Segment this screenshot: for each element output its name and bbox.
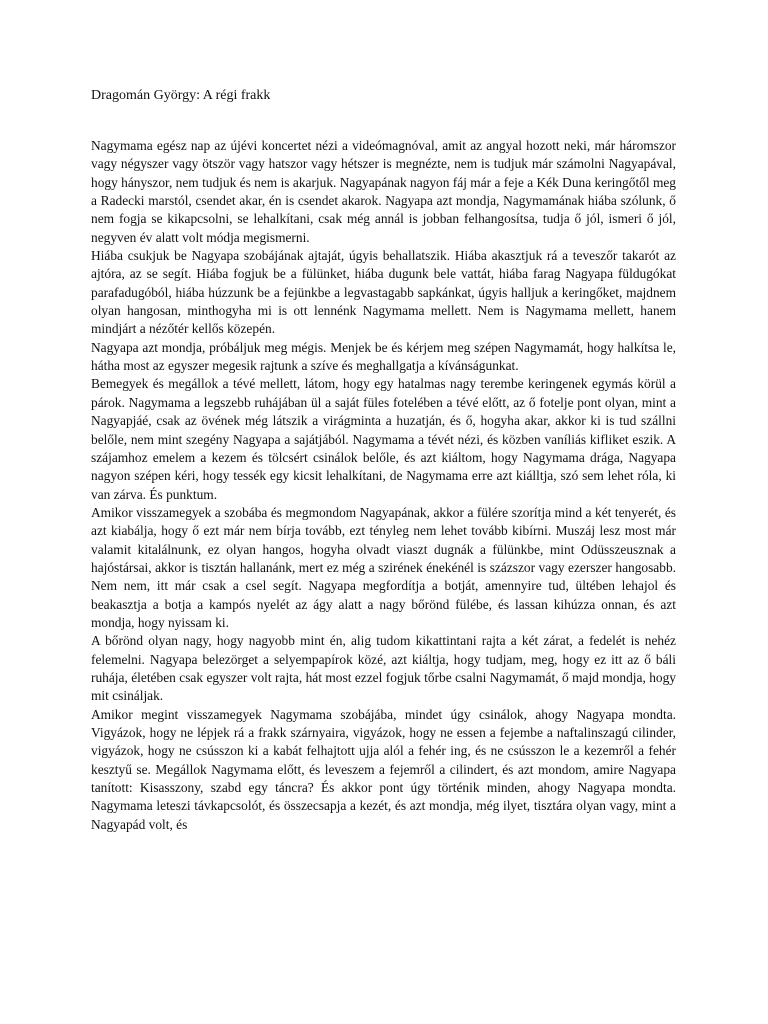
- paragraph-4: Bemegyek és megállok a tévé mellett, látom, hogy egy hatalmas nagy terembe keringenek egymás körül a párok. Nagymama a legszebb ruhájában ül a saját füles fotelében a tévé előtt, az ő fotelje pont olyan, mint a Nagyapjáé, csak az övének még látszik a virágminta a huzatján, és ő, hogyha akar, akkor ki is tud szállni belőle, nem mint szegény Nagyapa a sajátjából. Nagymama a tévét nézi, és közben vaníliás kifliket eszik. A szájamhoz emelem a kezem és tölcsért csinálok belőle, és azt kiáltom, hogy Nagymama drága, Nagyapa nagyon szépen kéri, hogy tessék egy kicsit lehalkítani, de Nagymama erre azt kiálltja, szó sem lehet róla, ki van zárva. És punktum.: [91, 376, 676, 502]
- paragraph-5: Amikor visszamegyek a szobába és megmondom Nagyapának, akkor a fülére szorítja mind a két tenyerét, és azt kiabálja, hogy ő ezt már nem bírja tovább, ezt tényleg nem lehet tovább kibírni. Muszáj lesz most már valamit kitalálnunk, ez olyan hangos, hogyha olvadt viaszt dugnák a fülünkbe, mint Odüsszeusznak a hajóstársai, akkor is tisztán hallanánk, mert ez még a szirének énekénél is százszor vagy ezerszer hangosabb. Nem nem, itt már csak a csel segít. Nagyapa megfordítja a botját, amennyire tud, ültében lehajol és beakasztja a botja a kampós nyelét az ágy alatt a nagy bőrönd fülébe, és lassan kihúzza onnan, és azt mondja, hogy nyissam ki.: [91, 504, 676, 630]
- paragraph-1: Nagymama egész nap az újévi koncertet nézi a videómagnóval, amit az angyal hozott neki, már háromszor vagy négyszer vagy ötször vagy hatszor vagy hétszer is megnézte, nem is tudjuk már számolni Nagyapával, hogy hányszor, nem tudjuk és nem is akarjuk. Nagyapának nagyon fáj már a feje a Kék Duna keringőtől meg a Radecki marstól, csendet akar, én is csendet akarok. Nagyapa azt mondja, Nagymamának hiába szólunk, ő nem fogja se kikapcsolni, se lehalkítani, csak még annál is jobban felhangosítsa, tudja ő jól, ismeri ő jól, negyven év alatt volt módja megismerni.: [91, 138, 676, 245]
- paragraph-2: Hiába csukjuk be Nagyapa szobájának ajtaját, úgyis behallatszik. Hiába akasztjuk rá a teveszőr takarót az ajtóra, az se segít. Hiába fogjuk be a fülünket, hiába dugunk bele vattát, hiába farag Nagyapa füldugókat parafadugóból, hiába húzzunk be a fejünkbe a legvastagabb sapkánkat, úgyis halljuk a keringőket, majdnem olyan hangosan, minthogyha mi is ott lennénk Nagymama mellett. Nem is Nagymama mellett, hanem mindjárt a nézőtér kellős közepén.: [91, 248, 676, 337]
- paragraph-6: A bőrönd olyan nagy, hogy nagyobb mint én, alig tudom kikattintani rajta a két zárat, a fedelét is nehéz felemelni. Nagyapa belezörget a selyempapírok közé, azt kiáltja, hogy tudjam, meg, hogy ez itt az ő báli ruhája, életében csak egyszer volt rajta, hát most ezzel fogjuk tőrbe csalni Nagymamát, ő majd mondja, hogy mit csináljak.: [91, 633, 676, 704]
- paragraph-3: Nagyapa azt mondja, próbáljuk meg mégis. Menjek be és kérjem meg szépen Nagymamát, hogy halkítsa le, hátha most az egyszer megesik rajtunk a szíve és meghallgatja a kívánságunkat.: [91, 339, 676, 374]
- paragraph-7: Amikor megint visszamegyek Nagymama szobájába, mindet úgy csinálok, ahogy Nagyapa mondta. Vigyázok, hogy ne lépjek rá a frakk szárnyaira, vigyázok, hogy ne essen a fejembe a naftalinszagú cilinder, vigyázok, hogy ne csússzon ki a kabát felhajtott ujja alól a fehér ing, és ne csússzon le a kezemről a fehér kesztyű se. Megállok Nagymama előtt, és leveszem a fejemről a cilindert, és azt mondom, amire Nagyapa tanított: Kisasszony, szabd egy táncra? És akkor pont úgy történik minden, ahogy Nagyapa mondta. Nagymama leteszi távkapcsolót, és összecsapja a kezét, és azt mondja, még ilyet, tisztára olyan vagy, mint a Nagyapád volt, és: [91, 706, 676, 832]
- document-title: Dragomán György: A régi frakk: [91, 88, 271, 103]
- document-body: [91, 137, 676, 834]
